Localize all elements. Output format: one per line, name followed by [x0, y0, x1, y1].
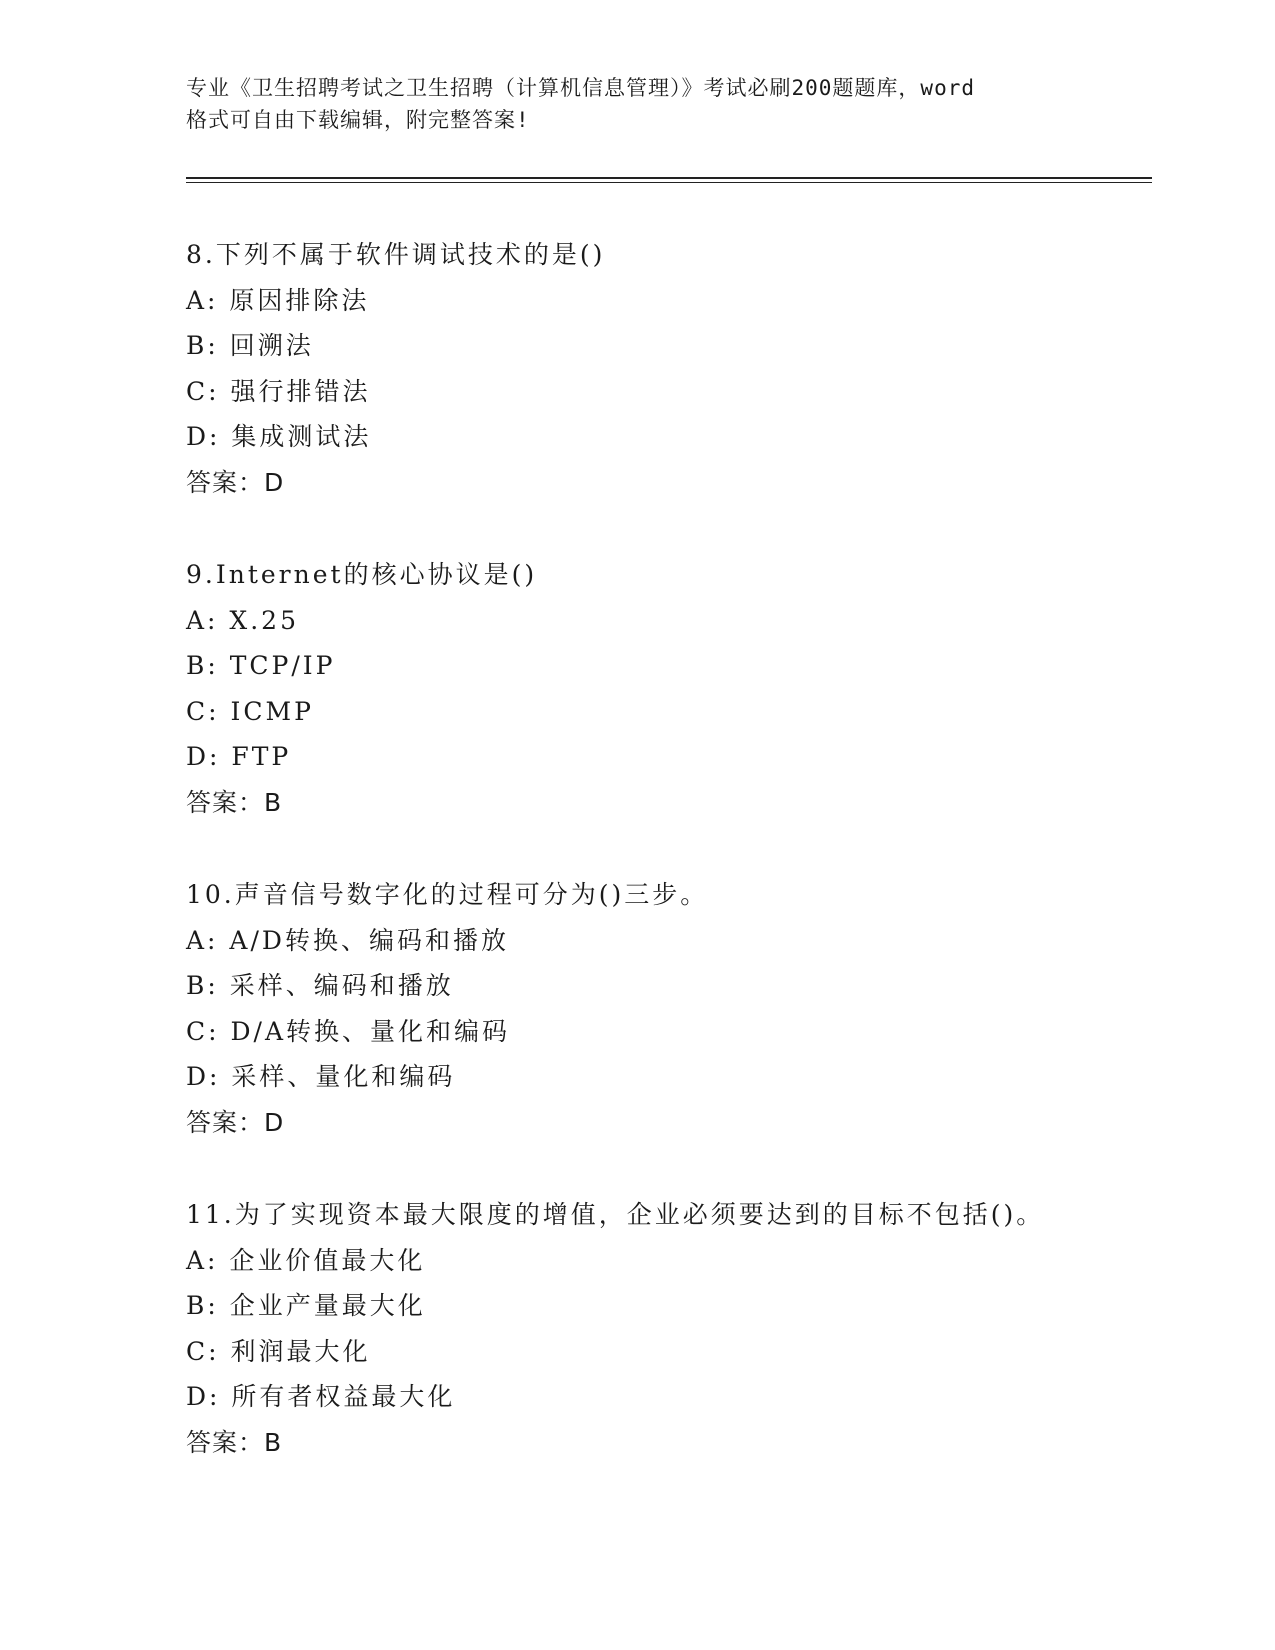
- document-header: [186, 72, 1086, 136]
- option-d: D: 采样、量化和编码: [186, 1062, 456, 1092]
- option-b: B: TCP/IP: [186, 651, 336, 681]
- question-text: 10.声音信号数字化的过程可分为()三步。: [186, 880, 709, 909]
- option-d: D: 所有者权益最大化: [186, 1382, 456, 1412]
- question-block-10: [186, 872, 1146, 1146]
- option-b: B: 企业产量最大化: [186, 1291, 426, 1321]
- answer-text: 答案：B: [186, 1427, 283, 1457]
- option-c: C: ICMP: [186, 696, 314, 726]
- header-line-1: 专业《卫生招聘考试之卫生招聘（计算机信息管理）》考试必刷200题题库，word: [186, 76, 975, 100]
- question-text: 8.下列不属于软件调试技术的是(): [186, 240, 606, 269]
- option-d: D: FTP: [186, 742, 292, 772]
- option-b: B: 采样、编码和播放: [186, 971, 454, 1001]
- question-block-11: [186, 1192, 1146, 1466]
- question-block-9: [186, 552, 1146, 826]
- question-block-8: [186, 232, 1146, 506]
- option-a: A: 企业价值最大化: [186, 1245, 426, 1275]
- option-a: A: X.25: [186, 605, 299, 635]
- answer-text: 答案：D: [186, 1107, 285, 1137]
- question-text: 9.Internet的核心协议是(): [186, 560, 538, 589]
- answer-text: 答案：B: [186, 787, 283, 817]
- option-a: A: 原因排除法: [186, 285, 370, 315]
- option-c: C: 强行排错法: [186, 376, 371, 406]
- option-c: C: D/A转换、量化和编码: [186, 1016, 511, 1046]
- option-d: D: 集成测试法: [186, 422, 372, 452]
- option-c: C: 利润最大化: [186, 1336, 371, 1366]
- question-text: 11.为了实现资本最大限度的增值，企业必须要达到的目标不包括()。: [186, 1200, 1045, 1229]
- header-line-2: 格式可自由下载编辑，附完整答案!: [186, 108, 530, 132]
- header-divider-top: [186, 177, 1152, 179]
- answer-text: 答案：D: [186, 467, 285, 497]
- option-b: B: 回溯法: [186, 331, 314, 361]
- header-divider-bottom: [186, 182, 1152, 183]
- option-a: A: A/D转换、编码和播放: [186, 925, 509, 955]
